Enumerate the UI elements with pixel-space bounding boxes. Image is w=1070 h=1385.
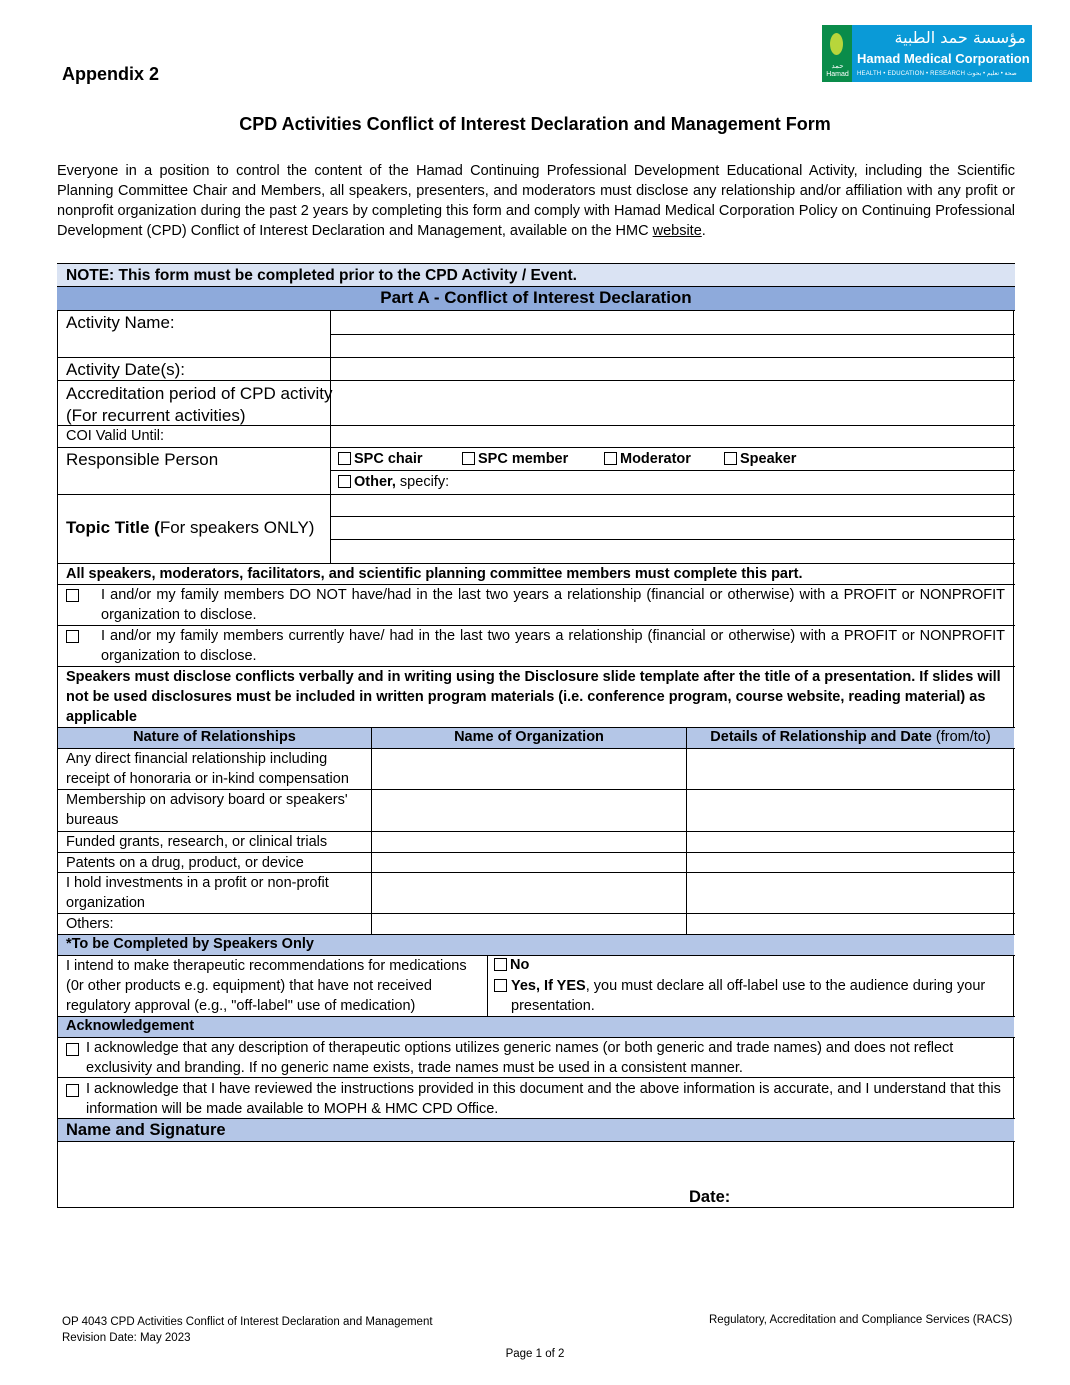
accreditation-line-1: Accreditation period of CPD activity [66,384,333,403]
page-number: Page 1 of 2 [505,1348,565,1360]
org-field[interactable] [372,749,685,789]
intro-end: . [701,223,706,239]
rel-patents: Patents on a drug, product, or device [66,855,304,871]
role-speaker[interactable] [724,451,796,467]
yes-bold: Yes, If YES [511,978,586,994]
checkbox[interactable] [338,475,351,488]
role-moderator[interactable] [604,451,691,467]
details-field[interactable] [687,749,1014,789]
divider [57,447,1015,448]
note-row: NOTE: This form must be completed prior to the CPD Activity / Event. [57,263,1015,287]
checkbox[interactable] [604,452,617,465]
topic-field-2[interactable] [331,517,1014,539]
activity-dates-field[interactable] [331,358,1014,380]
yes-rest: , you must declare all off-label use to the audience during your presentation. [511,978,986,1014]
all-speakers-instruction: All speakers, moderators, facilitators, and scientific planning committee members must complete this part. [66,566,803,582]
off-label-yes-text [511,976,1006,1016]
footer-revision: Revision Date: May 2023 [62,1332,191,1344]
logo-mark [822,25,852,82]
divider [330,470,1015,471]
ack-header: Acknowledgement [66,1018,195,1034]
opt1-text: I and/or my family members DO NOT have/had in the last two years a relationship (financial or otherwise) with a PROFIT or NONPROFIT organization to disclose. [101,587,1005,623]
off-label-no[interactable] [494,957,529,973]
speakers-only-header: *To be Completed by Speakers Only [66,936,314,952]
accreditation-label [57,383,332,427]
name-signature-header: Name and Signature [66,1121,226,1139]
topic-bold: Topic Title ( [66,518,160,537]
topic-title-label [57,518,314,538]
footer-doc: OP 4043 CPD Activities Conflict of Interest Declaration and Management [62,1316,433,1328]
coi-valid-field[interactable] [331,426,1014,447]
divider [487,955,488,1016]
rel-others: Others: [66,916,114,932]
coi-valid-label: COI Valid Until: [66,428,165,444]
activity-name-field[interactable] [331,312,1014,334]
role-spc-chair[interactable] [338,451,423,467]
checkbox[interactable] [462,452,475,465]
rel-investments: I hold investments in a profit or non-profit organization [66,875,329,911]
rel-grants: Funded grants, research, or clinical trials [66,834,328,850]
checkbox[interactable] [66,630,79,643]
off-label-statement: I intend to make therapeutic recommendations for medications (0r other products e.g. equipment) that have not received regulatory approval (e.g., "off-label" use of medication) [66,958,467,1014]
rel-advisory: Membership on advisory board or speakers' bureaus [66,792,348,828]
speakers-must-disclose: Speakers must disclose conflicts verbally and in writing using the Disclosure slide template after the title of a presentation. If slides will not be used disclosures must be included in written program materials (i.e. conference program, course website, reading material) as applicable [66,669,1001,725]
role-other[interactable] [338,474,449,490]
ack1-checkbox[interactable] [66,1041,82,1059]
topic-rest: For speakers ONLY) [159,518,315,537]
checkbox[interactable] [494,979,507,992]
logo-arabic: مؤسسة حمد الطبية [894,28,1026,47]
accreditation-field[interactable] [331,381,1014,425]
footer-left [62,1314,433,1346]
no-label: No [510,957,530,973]
col-details-bold: Details of Relationship and Date [710,729,932,745]
accreditation-line-2: (For recurrent activities) [66,406,246,425]
activity-dates-label: Activity Date(s): [66,360,186,379]
checkbox[interactable] [66,1084,79,1097]
website-link[interactable]: website [652,223,702,239]
appendix-label: Appendix 2 [62,64,160,84]
intro-text: Everyone in a position to control the content of the Hamad Continuing Professional Development Educational Activity, including the Scientific Planning Committee Chair and Members, all speakers, presenters, and moderators must disclose any relationship and/or affiliation with any profit or nonprofit organization during the past 2 years by completing this form and comply with Hamad Medical Corporation Policy on Continuing Professional Development (CPD) Conflict of Interest Declaration and Management, available on the HMC [57,163,1015,239]
responsible-person-label: Responsible Person [66,450,219,469]
role-spc-member[interactable] [462,451,568,467]
col-nature: Nature of Relationships [133,729,296,745]
checkbox[interactable] [338,452,351,465]
role-label: Speaker [740,451,797,467]
topic-field-3[interactable] [331,540,1014,563]
role-label: SPC member [478,451,569,467]
leaf-icon [830,33,843,55]
logo-mark-text: حمد Hamad [826,63,849,78]
logo-english: Hamad Medical Corporation [857,51,1030,66]
col-details-rest: (from/to) [931,729,991,745]
logo-tagline: HEALTH • EDUCATION • RESEARCH صحة • تعليم • بحوث [857,71,1017,77]
part-a-header: Part A - Conflict of Interest Declaration [57,287,1015,311]
other-specify: specify: [395,474,450,490]
checkbox[interactable] [66,589,79,602]
role-label: Moderator [620,451,691,467]
off-label-yes-checkbox[interactable] [494,977,510,995]
col-details [687,729,1014,745]
hmc-logo [822,25,1032,82]
other-label: Other, [354,474,396,490]
ack-header-bg [58,1017,1014,1037]
opt2-checkbox[interactable] [66,628,82,646]
opt1-checkbox[interactable] [66,587,82,605]
topic-field-1[interactable] [331,495,1014,516]
divider [57,1077,1015,1078]
intro-paragraph [57,161,1015,241]
role-label: SPC chair [354,451,423,467]
ack1-text: I acknowledge that any description of therapeutic options utilizes generic names (or both generic and trade names) and does not reflect exclusivity and branding. If no generic name exists, trade names must be used in a consistent manner. [86,1040,954,1076]
rel-financial: Any direct financial relationship including receipt of honoraria or in-kind compensation [66,751,349,787]
activity-name-label: Activity Name: [66,313,175,332]
opt2-text: I and/or my family members currently have/ had in the last two years a relationship (financial or otherwise) with a PROFIT or NONPROFIT organization to disclose. [101,628,1005,664]
checkbox[interactable] [494,958,507,971]
checkbox[interactable] [66,1043,79,1056]
date-label: Date: [689,1188,731,1206]
divider [57,563,1015,564]
activity-name-field-2[interactable] [331,335,1014,357]
footer-dept: Regulatory, Accreditation and Compliance Services (RACS) [709,1314,1013,1326]
ack2-checkbox[interactable] [66,1082,82,1100]
ack2-text: I acknowledge that I have reviewed the instructions provided in this document and the above information is accurate, and I understand that this information will be made available to MOPH & HMC CPD Office. [86,1081,1001,1117]
form-title: CPD Activities Conflict of Interest Declaration and Management Form [239,114,831,134]
checkbox[interactable] [724,452,737,465]
signature-field[interactable] [58,1142,1014,1207]
col-organization: Name of Organization [454,729,604,745]
